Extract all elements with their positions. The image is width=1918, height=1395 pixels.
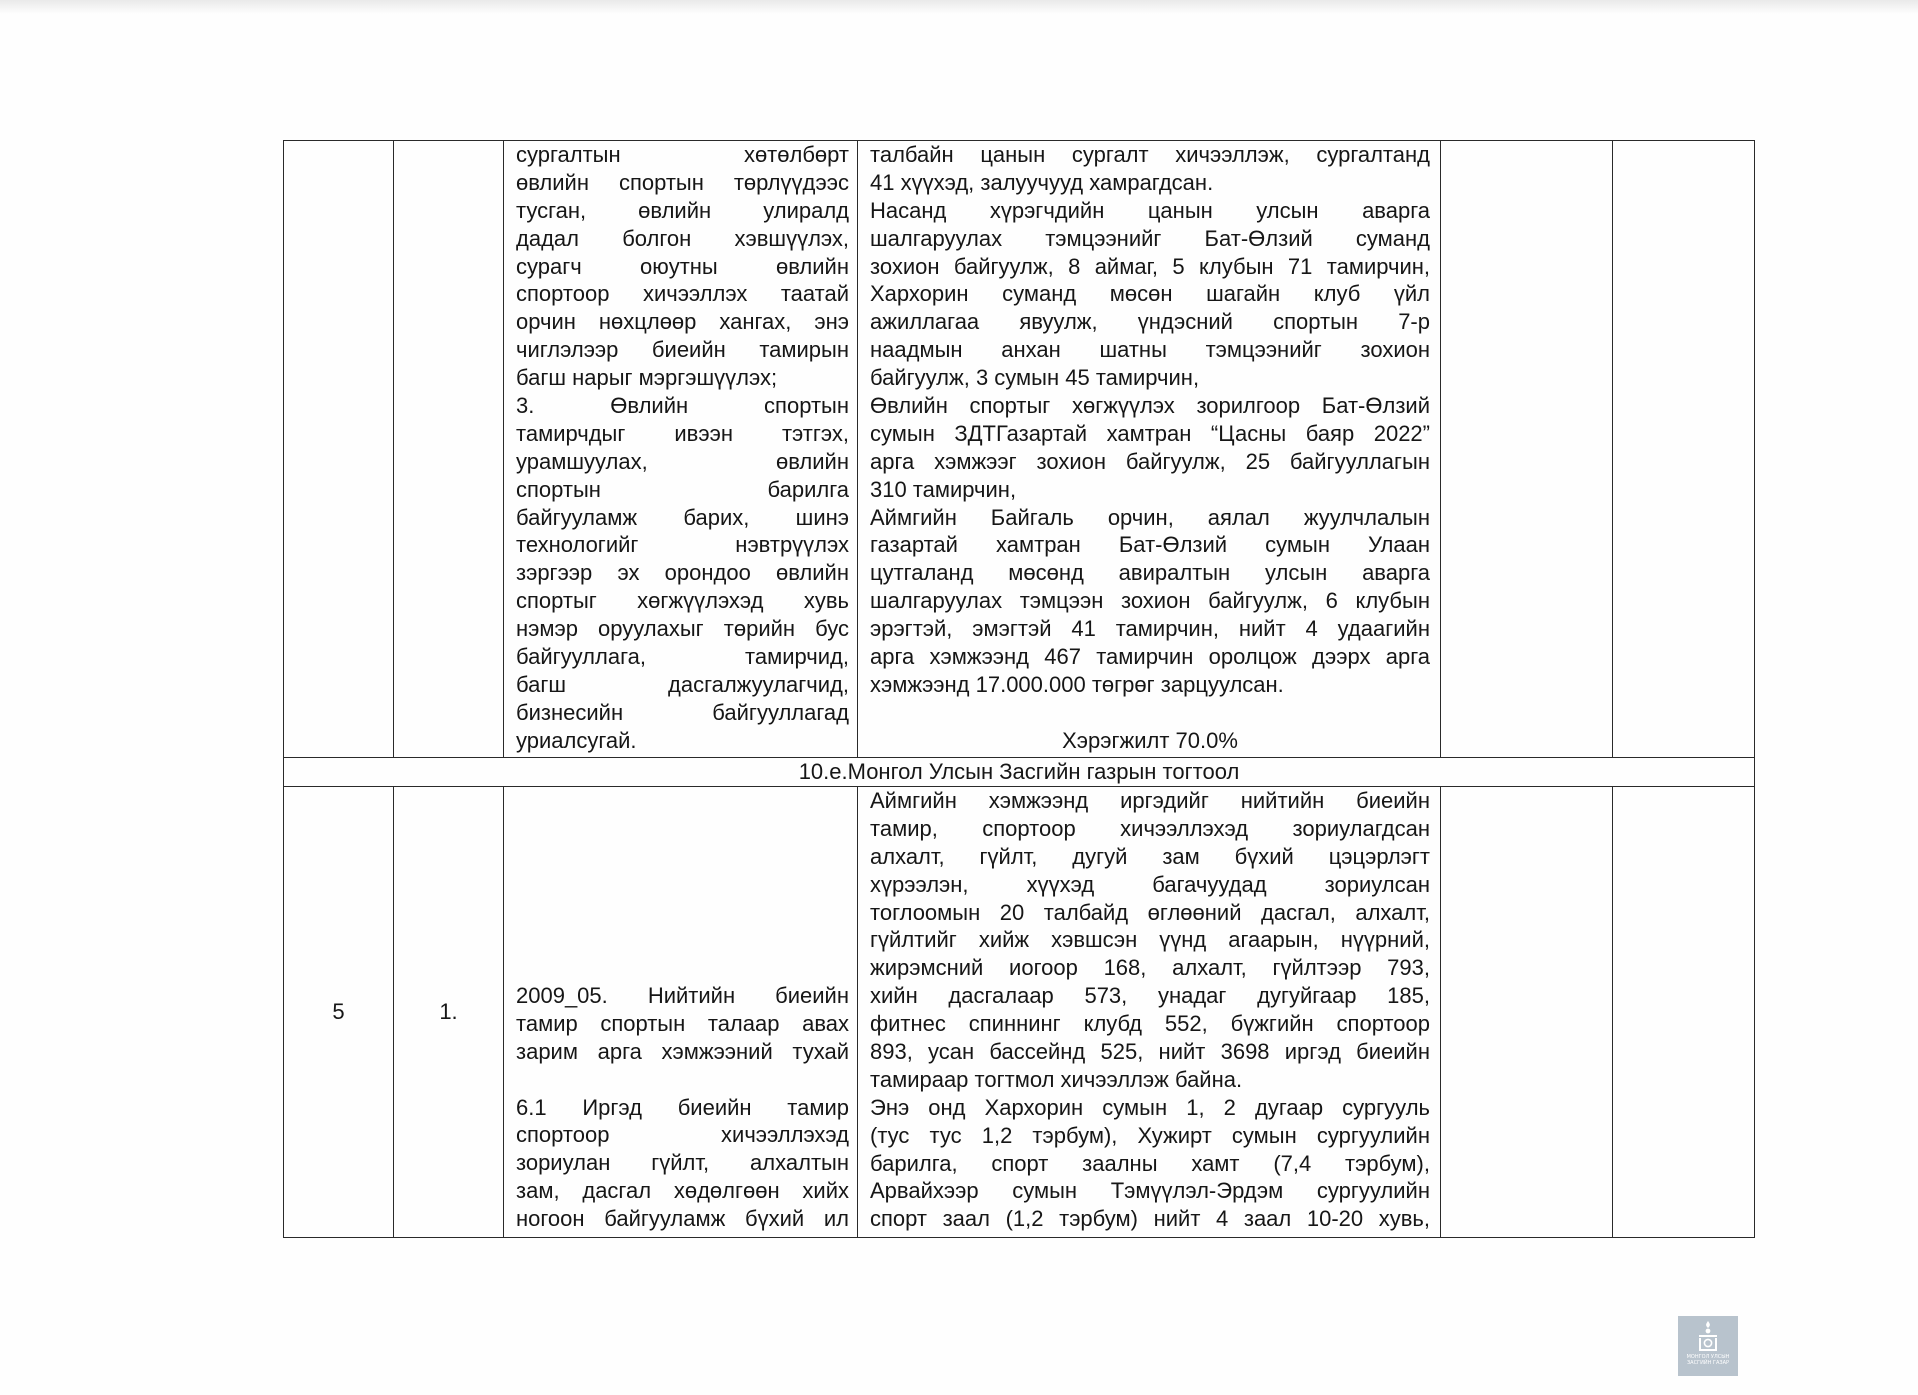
spacer: [870, 699, 1430, 727]
text-line: 310 тамирчин,: [870, 476, 1017, 502]
text-line: байгууллага, тамирчид,: [516, 644, 849, 670]
goal-text-cell: [504, 787, 858, 1238]
text-line: уриалсугай.: [516, 727, 637, 753]
report-table: [283, 140, 1755, 1238]
text-line: цутгаланд мөсөнд авиралтын улсын аварга: [870, 560, 1430, 586]
text-line: хэмжээнд 17.000.000 төгрөг зарцуулсан.: [870, 671, 1284, 697]
emblem-line-1: МОНГОЛ УЛСЫН: [1686, 1354, 1730, 1360]
empty-cell: [1441, 787, 1613, 1238]
empty-cell: [1613, 787, 1755, 1238]
text-line: урамшуулах, өвлийн: [516, 448, 849, 474]
row-number-cell: 5: [284, 787, 394, 1238]
text-line: зориулан гүйлт, алхалтын: [516, 1150, 849, 1176]
text-line: сургалтын хөтөлбөрт: [516, 142, 849, 167]
text-line: спортоор хичээллэх таатай: [516, 281, 849, 307]
text-line: (тус тус 1,2 тэрбум), Хужирт сумын сургуулийн: [870, 1122, 1430, 1148]
text-line: 3. Өвлийн спортын: [516, 393, 849, 419]
text-line: байгуулж, 3 сумын 45 тамирчин,: [870, 365, 1200, 391]
text-line: хүрээлэн, хүүхэд багачуудад зориулсан: [870, 871, 1430, 897]
performance-rate: Хэрэгжилт 70.0%: [1062, 727, 1238, 753]
text-line: дадал болгон хэвшүүлэх,: [516, 225, 849, 251]
text-line: сумын ЗДТГазартай хамтран “Цасны баяр 2022”: [870, 420, 1430, 446]
text-line: шалгаруулах тэмцээн зохион байгуулж, 6 клубын: [870, 588, 1430, 614]
empty-cell: [1613, 141, 1755, 758]
text-line: тамир, спортоор хичээллэхэд зориулагдсан: [870, 815, 1430, 841]
text-line: орчин нөхцлөөр хангах, энэ: [516, 309, 849, 335]
emblem-caption: [1687, 1354, 1730, 1366]
resolution-title-lines: [516, 982, 849, 1066]
text-line: чиглэлээр биеийн тамирын: [516, 337, 849, 363]
text-line: тоглоомын 20 талбайд өглөөний дасгал, алхалт,: [870, 899, 1430, 925]
text-line: өвлийн спортын төрлүүдээс: [516, 169, 849, 195]
text-line: спортоор хичээллэхэд: [516, 1122, 849, 1148]
text-line: шалгаруулах тэмцээнийг Бат-Өлзий суманд: [870, 225, 1430, 251]
emblem-line-2: ЗАСГИЙН ГАЗАР: [1686, 1360, 1730, 1366]
activity-text-lines: [870, 141, 1430, 699]
text-line: байгууламж барих, шинэ: [516, 504, 849, 530]
sub-number-cell: 1.: [394, 787, 504, 1238]
text-line: багш дасгалжуулагчид,: [516, 671, 849, 697]
spacer: [516, 1066, 849, 1094]
section-header-row: [284, 758, 1755, 787]
text-line: Өвлийн спортыг хөгжүүлэх зорилгоор Бат-Өлзий: [870, 393, 1430, 419]
text-line: алхалт, гүйлт, дугуй зам бүхий цэцэрлэгт: [870, 843, 1430, 869]
table-row-5: [284, 787, 1755, 1238]
text-line: нэмэр оруулахыг төрийн бус: [516, 616, 849, 642]
text-line: Хархорин суманд мөсөн шагайн клуб үйл: [870, 281, 1430, 307]
row-number-cell: [284, 141, 394, 758]
text-line: гүйлтийг хийж хэвшсэн үүнд агаарын, нүүрний,: [870, 927, 1430, 953]
text-line: газартай хамтран Бат-Өлзий сумын Улаан: [870, 532, 1430, 558]
table-row-continuation: [284, 141, 1755, 758]
text-line: 893, усан бассейнд 525, нийт 3698 иргэд биеийн: [870, 1039, 1430, 1065]
text-line: зам, дасгал хөдөлгөөн хийх: [516, 1178, 849, 1204]
text-line: фитнес спиннинг клубд 552, бүжгийн спортоор: [870, 1011, 1430, 1037]
text-line: ажиллагаа явуулж, үндэсний спортын 7-р: [870, 309, 1430, 335]
activity-text-cell: [858, 141, 1441, 758]
spacer: [516, 787, 849, 982]
text-line: бизнесийн байгууллагад: [516, 699, 849, 725]
text-line: наадмын анхан шатны тэмцээнийг зохион: [870, 337, 1430, 363]
text-line: зарим арга хэмжээний тухай: [516, 1038, 849, 1064]
text-line: хийн дасгалаар 573, унадаг дугуйгаар 185,: [870, 983, 1430, 1009]
text-line: 6.1 Иргэд биеийн тамир: [516, 1094, 849, 1120]
text-line: арга хэмжээнд 467 тамирчин оролцож дээрх арга: [870, 644, 1430, 670]
text-line: зохион байгуулж, 8 аймаг, 5 клубын 71 тамирчин,: [870, 253, 1430, 279]
text-line: талбайн цанын сургалт хичээллэж, сургалтанд: [870, 142, 1430, 167]
goal-text-lines: [516, 141, 849, 755]
text-line: Насанд хүрэгчдийн цанын улсын аварга: [870, 197, 1430, 223]
scan-top-edge: [0, 0, 1918, 14]
text-line: тамир спортын талаар авах: [516, 1010, 849, 1036]
text-line: зэргээр эх орондоо өвлийн: [516, 560, 849, 586]
text-line: спортыг хөгжүүлэхэд хувь: [516, 588, 849, 614]
text-line: спортын барилга: [516, 476, 849, 502]
text-line: спорт заал (1,2 тэрбум) нийт 4 заал 10-20 хувь,: [870, 1206, 1430, 1232]
text-line: тусган, өвлийн улиралд: [516, 197, 849, 223]
soyombo-icon: [1695, 1319, 1721, 1353]
text-line: тамираар тогтмол хичээллэж байна.: [870, 1066, 1243, 1092]
goal-text-cell: [504, 141, 858, 758]
empty-cell: [1441, 141, 1613, 758]
text-line: барилга, спорт заалны хамт (7,4 тэрбум),: [870, 1150, 1430, 1176]
text-line: эрэгтэй, эмэгтэй 41 тамирчин, нийт 4 удаагийн: [870, 616, 1430, 642]
text-line: жирэмсний иогоор 168, алхалт, гүйлтээр 793,: [870, 955, 1430, 981]
text-line: 2009_05. Нийтийн биеийн: [516, 983, 849, 1008]
text-line: багш нарыг мэргэшүүлэх;: [516, 365, 778, 391]
text-line: ногоон байгууламж бүхий ил: [516, 1206, 849, 1232]
activity-text-lines: [870, 787, 1430, 1233]
text-line: арга хэмжээг зохион байгуулж, 25 байгууллагын: [870, 448, 1430, 474]
text-line: сурагч оюутны өвлийн: [516, 253, 849, 279]
activity-text-cell: [858, 787, 1441, 1238]
text-line: Арвайхээр сумын Тэмүүлэл-Эрдэм сургуулийн: [870, 1178, 1430, 1204]
text-line: Аймгийн хэмжээнд иргэдийг нийтийн биеийн: [870, 788, 1430, 813]
text-line: тамирчдыг ивээн тэтгэх,: [516, 420, 849, 446]
text-line: технологийг нэвтрүүлэх: [516, 532, 849, 558]
text-line: Аймгийн Байгаль орчин, аялал жуулчлалын: [870, 504, 1430, 530]
section-title: 10.е.Монгол Улсын Засгийн газрын тогтоол: [284, 758, 1755, 787]
sub-number-cell: [394, 141, 504, 758]
resolution-clause-lines: [516, 1094, 849, 1233]
text-line: Энэ онд Хархорин сумын 1, 2 дугаар сургууль: [870, 1094, 1430, 1120]
government-emblem-logo: [1678, 1316, 1738, 1376]
text-line: 41 хүүхэд, залуучууд хамрагдсан.: [870, 169, 1214, 195]
